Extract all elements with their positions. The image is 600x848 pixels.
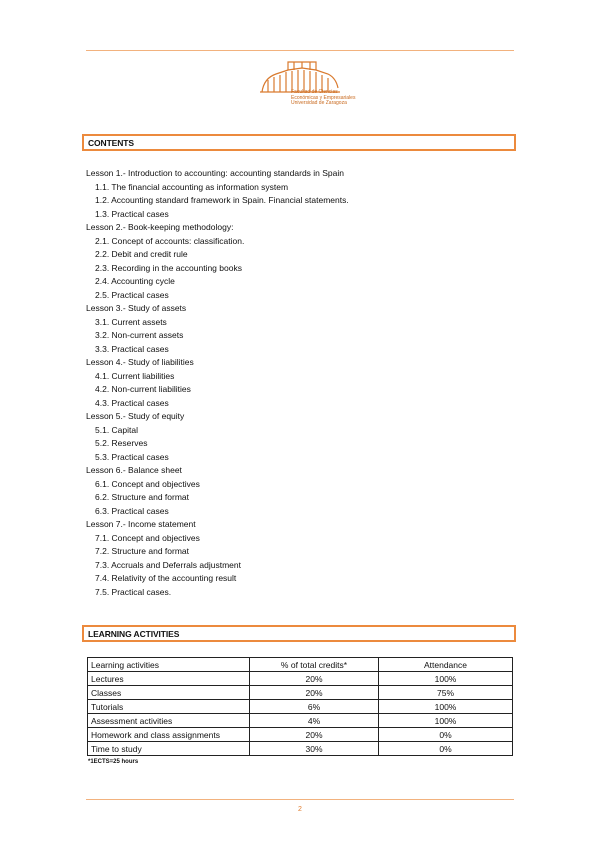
logo-line: Facultad de Ciencias — [291, 89, 338, 95]
learning-activities-heading-box — [82, 625, 516, 642]
table-cell: 0% — [379, 742, 513, 756]
lesson-item: 1.3. Practical cases — [95, 208, 169, 219]
table-cell: Lectures — [88, 672, 250, 686]
table-cell: 30% — [250, 742, 379, 756]
table-header-cell: Learning activities — [88, 658, 250, 672]
table-cell: Classes — [88, 686, 250, 700]
table-cell: Homework and class assignments — [88, 728, 250, 742]
table-cell: 0% — [379, 728, 513, 742]
table-header-row — [88, 658, 513, 672]
table-row — [88, 686, 513, 700]
logo-text — [291, 89, 356, 107]
table-cell: 100% — [379, 714, 513, 728]
table-cell: 6% — [250, 700, 379, 714]
lesson-item: 6.2. Structure and format — [95, 492, 190, 502]
lesson-item: 3.2. Non-current assets — [95, 330, 184, 340]
lesson-title: Lesson 3.- Study of assets — [86, 303, 187, 313]
page-number: 2 — [298, 806, 302, 813]
lesson-item: 1.2. Accounting standard framework in Spain. Financial statements. — [95, 195, 349, 205]
lesson-item: 2.5. Practical cases — [95, 289, 169, 300]
table-cell: Time to study — [88, 742, 250, 756]
lesson-title: Lesson 5.- Study of equity — [86, 411, 185, 421]
contents-heading-box — [82, 134, 516, 151]
header-rule — [86, 50, 514, 51]
footer-rule — [86, 799, 514, 800]
lesson-item: 2.4. Accounting cycle — [95, 276, 175, 286]
table-cell: 20% — [250, 728, 379, 742]
lesson-item: 4.2. Non-current liabilities — [95, 384, 191, 394]
lesson-title: Lesson 1.- Introduction to accounting: accounting standards in Spain — [86, 168, 345, 178]
lesson-item: 2.3. Recording in the accounting books — [95, 262, 242, 273]
lesson-item: 6.3. Practical cases — [95, 505, 169, 516]
logo-line: Universidad de Zaragoza — [291, 100, 347, 106]
lesson-title: Lesson 7.- Income statement — [86, 519, 196, 529]
contents-heading: CONTENTS — [88, 138, 134, 148]
lesson-item: 7.5. Practical cases. — [95, 586, 172, 597]
lesson-item: 7.2. Structure and format — [95, 546, 190, 556]
table-cell: 100% — [379, 672, 513, 686]
lesson-item: 1.1. The financial accounting as information system — [95, 181, 289, 192]
table-row — [88, 700, 513, 714]
table-cell: 100% — [379, 700, 513, 714]
lesson-item: 7.4. Relativity of the accounting result — [95, 573, 237, 583]
table-cell: Assessment activities — [88, 714, 250, 728]
table-row — [88, 742, 513, 756]
table-row — [88, 714, 513, 728]
lesson-item: 7.1. Concept and objectives — [95, 532, 200, 543]
table-cell: 4% — [250, 714, 379, 728]
learning-activities-heading: LEARNING ACTIVITIES — [88, 629, 180, 639]
lesson-item: 5.1. Capital — [95, 424, 138, 435]
lesson-title: Lesson 4.- Study of liabilities — [86, 357, 194, 367]
learning-activities-table — [87, 657, 513, 756]
lesson-item: 4.1. Current liabilities — [95, 370, 175, 381]
table-header-cell: Attendance — [379, 658, 513, 672]
lesson-item: 3.3. Practical cases — [95, 343, 169, 354]
table-cell: 20% — [250, 686, 379, 700]
contents-list — [86, 167, 349, 599]
table-cell: 75% — [379, 686, 513, 700]
logo-line: Económicas y Empresariales — [291, 94, 356, 101]
lesson-item: 6.1. Concept and objectives — [95, 478, 200, 489]
lesson-item: 2.2. Debit and credit rule — [95, 249, 188, 259]
ects-footnote: *1ECTS=25 hours — [88, 759, 139, 765]
table-cell: Tutorials — [88, 700, 250, 714]
lesson-item: 5.2. Reserves — [95, 438, 148, 448]
lesson-title: Lesson 2.- Book-keeping methodology: — [86, 222, 234, 232]
lesson-item: 5.3. Practical cases — [95, 451, 169, 462]
table-header-cell: % of total credits* — [250, 658, 379, 672]
table-row — [88, 728, 513, 742]
table-cell: 20% — [250, 672, 379, 686]
lesson-item: 7.3. Accruals and Deferrals adjustment — [95, 559, 241, 570]
table-row — [88, 672, 513, 686]
lesson-item: 3.1. Current assets — [95, 316, 167, 327]
lesson-item: 4.3. Practical cases — [95, 397, 169, 408]
lesson-title: Lesson 6.- Balance sheet — [86, 465, 182, 475]
lesson-item: 2.1. Concept of accounts: classification. — [95, 235, 245, 246]
